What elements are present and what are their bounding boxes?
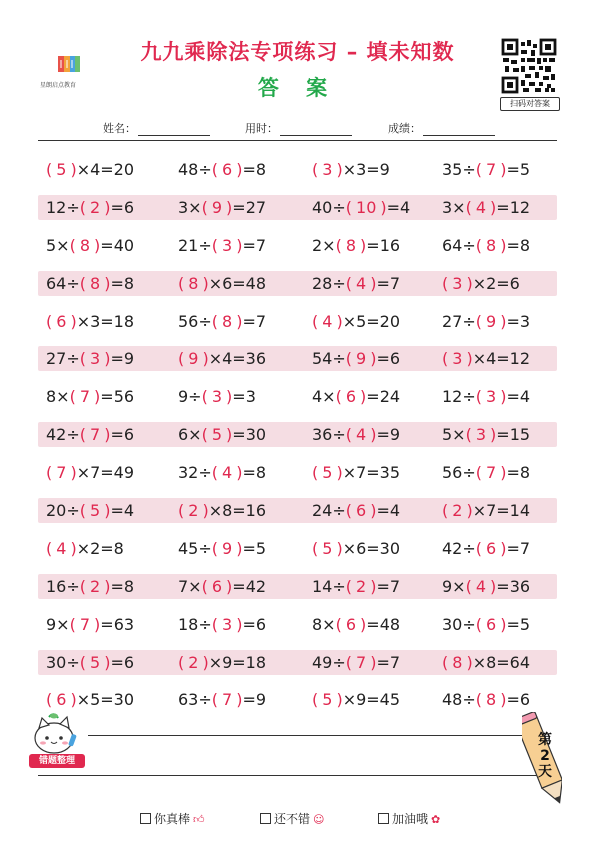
equation: [46, 195, 134, 220]
equation-prefix: 49÷: [312, 652, 346, 672]
equation-prefix: 12÷: [46, 197, 80, 217]
equation-suffix: ×4=36: [208, 349, 267, 369]
equation-suffix: =27: [232, 197, 267, 217]
equation-suffix: ×6=30: [342, 538, 401, 558]
answer-value: ( 6 ): [345, 501, 377, 521]
answer-value: ( 2 ): [79, 576, 111, 596]
answer-value: ( 6 ): [46, 690, 77, 710]
score-field[interactable]: [388, 120, 495, 136]
equation-prefix: 28÷: [312, 273, 346, 293]
equation-suffix: =8: [506, 235, 531, 255]
equation-suffix: =8: [242, 160, 267, 179]
equation: [312, 422, 400, 447]
problem-row: [38, 309, 557, 334]
equation-suffix: ×2=8: [76, 538, 124, 558]
equation: [178, 498, 266, 523]
time-field[interactable]: [245, 120, 352, 136]
equation-suffix: =16: [366, 235, 401, 255]
answer-value: ( 5 ): [46, 160, 77, 179]
equation: [442, 498, 530, 523]
equation-suffix: =12: [496, 197, 531, 217]
equation-suffix: =4: [376, 501, 401, 521]
equation: [442, 536, 530, 561]
equation: [178, 650, 266, 675]
equation-suffix: =48: [366, 614, 401, 634]
equation-prefix: 30÷: [442, 614, 476, 634]
answer-value: ( 9 ): [201, 197, 233, 217]
problem-row: [38, 271, 557, 296]
equation: [442, 650, 530, 675]
answer-value: ( 6 ): [335, 387, 367, 407]
answer-value: ( 8 ): [178, 273, 209, 293]
qr-code-icon[interactable]: [501, 38, 557, 94]
equation-prefix: 20÷: [46, 501, 80, 521]
problem-row: [38, 422, 557, 447]
answer-value: ( 3 ): [442, 349, 473, 369]
equation-prefix: 9×: [46, 614, 70, 634]
equation: [442, 309, 530, 334]
score-label: 成绩：: [388, 122, 421, 135]
checkbox[interactable]: [140, 813, 151, 824]
equation-prefix: 63÷: [178, 690, 212, 710]
answer-value: ( 5 ): [79, 652, 111, 672]
problem-row: [38, 498, 557, 523]
equation-prefix: 42÷: [442, 538, 476, 558]
equation: [442, 574, 530, 599]
equation-suffix: =63: [100, 614, 135, 634]
equation-prefix: 9×: [442, 576, 466, 596]
equation-prefix: 18÷: [178, 614, 212, 634]
equation: [46, 233, 134, 258]
equation-prefix: 45÷: [178, 538, 212, 558]
equation-suffix: =3: [506, 311, 531, 331]
equation-suffix: =36: [496, 576, 531, 596]
equation: [442, 271, 520, 296]
equation-suffix: =7: [376, 273, 401, 293]
equation: [178, 195, 266, 220]
day-label: 第2天: [538, 732, 552, 780]
answer-value: ( 3 ): [201, 387, 233, 407]
feedback-keep-going[interactable]: [378, 810, 440, 827]
student-info-row: [0, 120, 595, 136]
problem-row: [38, 384, 557, 409]
feedback-label: 还不错: [274, 812, 311, 826]
equation-suffix: =6: [110, 652, 135, 672]
equation-prefix: 27÷: [442, 311, 476, 331]
name-label: 姓名：: [103, 122, 136, 135]
problem-row: [38, 195, 557, 220]
equation: [312, 233, 400, 258]
equation-suffix: ×5=20: [342, 311, 401, 331]
equation-prefix: 16÷: [46, 576, 80, 596]
equation: [312, 612, 400, 637]
answer-value: ( 7 ): [79, 425, 111, 445]
answer-value: ( 6 ): [475, 538, 507, 558]
equation-suffix: =4: [386, 197, 411, 217]
answer-value: ( 10 ): [345, 197, 387, 217]
answer-value: ( 8 ): [475, 235, 507, 255]
answer-value: ( 4 ): [211, 463, 243, 483]
equation-prefix: 48÷: [442, 690, 476, 710]
equation-suffix: =9: [242, 690, 267, 710]
feedback-label: 你真棒: [154, 812, 191, 826]
answer-value: ( 4 ): [345, 273, 377, 293]
answer-value: ( 6 ): [46, 311, 77, 331]
equation: [442, 233, 530, 258]
equation: [46, 346, 134, 371]
equation-prefix: 21÷: [178, 235, 212, 255]
equation-prefix: 30÷: [46, 652, 80, 672]
equation-suffix: =6: [242, 614, 267, 634]
equation: [46, 384, 134, 409]
answer-value: ( 3 ): [465, 425, 497, 445]
answer-value: ( 6 ): [335, 614, 367, 634]
equation: [312, 460, 400, 485]
answer-value: ( 3 ): [475, 387, 507, 407]
equation: [442, 195, 530, 220]
equation: [46, 498, 134, 523]
header-divider: [38, 140, 557, 141]
notes-line-top: [88, 735, 536, 736]
equation: [46, 271, 134, 296]
problem-row: [38, 650, 557, 675]
equation: [312, 498, 400, 523]
equation-prefix: 40÷: [312, 197, 346, 217]
page-title: 九九乘除法专项练习 – 填未知数: [140, 40, 455, 64]
equation: [46, 460, 134, 485]
answer-value: ( 3 ): [442, 273, 473, 293]
answer-value: ( 5 ): [312, 538, 343, 558]
answer-value: ( 8 ): [69, 235, 101, 255]
equation-suffix: =8: [242, 463, 267, 483]
equation-prefix: 56÷: [442, 463, 476, 483]
equation: [178, 346, 266, 371]
equation-suffix: ×3=9: [342, 160, 390, 179]
equation: [312, 157, 390, 182]
answer-value: ( 5 ): [312, 690, 343, 710]
equation: [46, 157, 134, 182]
equation-prefix: 7×: [178, 576, 202, 596]
mistakes-label: 错题整理: [29, 754, 85, 768]
equation-prefix: 42÷: [46, 425, 80, 445]
bunny-icon: ☺: [313, 813, 325, 826]
answer-value: ( 4 ): [465, 576, 497, 596]
equation: [178, 384, 256, 409]
answer-value: ( 4 ): [46, 538, 77, 558]
feedback-good[interactable]: [260, 810, 324, 827]
equation-suffix: =30: [232, 425, 267, 445]
answer-value: ( 6 ): [201, 576, 233, 596]
equation-prefix: 9÷: [178, 387, 202, 407]
problem-row: [38, 574, 557, 599]
equation-prefix: 14÷: [312, 576, 346, 596]
equation-suffix: =6: [506, 690, 531, 710]
answer-value: ( 4 ): [465, 197, 497, 217]
equation: [46, 612, 134, 637]
equation-suffix: =42: [232, 576, 267, 596]
equation: [312, 346, 400, 371]
equation-suffix: ×7=35: [342, 463, 401, 483]
equation-suffix: =7: [506, 538, 531, 558]
equation: [46, 422, 134, 447]
equation: [442, 384, 530, 409]
equation: [178, 460, 266, 485]
equation-prefix: 5×: [442, 425, 466, 445]
equation-suffix: =4: [110, 501, 135, 521]
problem-row: [38, 157, 557, 182]
equation-prefix: 36÷: [312, 425, 346, 445]
equation-prefix: 6×: [178, 425, 202, 445]
equation-suffix: =6: [110, 425, 135, 445]
equation-suffix: ×8=16: [208, 501, 267, 521]
equation-prefix: 32÷: [178, 463, 212, 483]
answer-value: ( 8 ): [442, 652, 473, 672]
problem-row: [38, 233, 557, 258]
answer-value: ( 7 ): [475, 160, 507, 179]
equation-prefix: 5×: [46, 235, 70, 255]
answer-value: ( 5 ): [201, 425, 233, 445]
equation: [442, 157, 530, 182]
duck-icon: ✿: [431, 813, 441, 826]
equation-suffix: ×3=18: [76, 311, 135, 331]
equation-suffix: =7: [376, 652, 401, 672]
equation: [178, 309, 266, 334]
equation-suffix: =8: [506, 463, 531, 483]
equation-suffix: ×4=12: [472, 349, 531, 369]
problem-row: [38, 460, 557, 485]
equation-suffix: ×9=45: [342, 690, 401, 710]
equation-prefix: 12÷: [442, 387, 476, 407]
equation: [442, 422, 530, 447]
equation-suffix: ×4=20: [76, 160, 135, 179]
answer-value: ( 9 ): [345, 349, 377, 369]
equation: [178, 157, 266, 182]
equation: [178, 687, 266, 712]
answer-value: ( 3 ): [211, 235, 243, 255]
answer-value: ( 3 ): [211, 614, 243, 634]
equation-suffix: =5: [242, 538, 267, 558]
equation: [442, 687, 530, 712]
answer-value: ( 2 ): [442, 501, 473, 521]
answer-value: ( 6 ): [475, 614, 507, 634]
equation-suffix: =5: [506, 614, 531, 634]
equation-suffix: ×7=49: [76, 463, 135, 483]
answer-value: ( 7 ): [46, 463, 77, 483]
feedback-label: 加油哦: [392, 812, 429, 826]
equation: [178, 612, 266, 637]
answer-value: ( 5 ): [79, 501, 111, 521]
equation-prefix: 64÷: [442, 235, 476, 255]
equation: [178, 422, 266, 447]
equation-prefix: 8×: [46, 387, 70, 407]
answer-value: ( 7 ): [475, 463, 507, 483]
equation-suffix: =9: [376, 425, 401, 445]
equation-prefix: 54÷: [312, 349, 346, 369]
equation-prefix: 3×: [178, 197, 202, 217]
problem-row: [38, 612, 557, 637]
equation: [312, 574, 400, 599]
equation: [312, 650, 400, 675]
answer-value: ( 8 ): [211, 311, 243, 331]
thumbs-up-icon: 👍︎: [193, 813, 205, 826]
equation-suffix: ×8=64: [472, 652, 531, 672]
answer-value: ( 2 ): [345, 576, 377, 596]
answer-value: ( 7 ): [69, 387, 101, 407]
equation: [442, 460, 530, 485]
equation-suffix: =7: [242, 235, 267, 255]
equation-suffix: =8: [110, 576, 135, 596]
equation-prefix: 64÷: [46, 273, 80, 293]
equation-prefix: 35÷: [442, 160, 476, 179]
equation: [46, 536, 124, 561]
problem-row: [38, 536, 557, 561]
equation-prefix: 4×: [312, 387, 336, 407]
name-field[interactable]: [103, 120, 210, 136]
problem-row: [38, 687, 557, 712]
name-blank[interactable]: [138, 123, 210, 136]
equation: [178, 271, 266, 296]
answer-value: ( 9 ): [178, 349, 209, 369]
equation: [46, 309, 134, 334]
answer-value: ( 2 ): [178, 652, 209, 672]
equation: [46, 650, 134, 675]
equation-suffix: =40: [100, 235, 135, 255]
logo-text: 星朗启点教育: [40, 82, 77, 89]
checkbox[interactable]: [260, 813, 271, 824]
equation: [312, 309, 400, 334]
equation: [178, 574, 266, 599]
problem-grid: [38, 157, 557, 725]
equation-prefix: 2×: [312, 235, 336, 255]
equation: [312, 687, 400, 712]
equation-suffix: ×9=18: [208, 652, 267, 672]
score-blank[interactable]: [423, 123, 495, 136]
notes-line-bottom: [38, 775, 543, 776]
equation-suffix: ×2=6: [472, 273, 520, 293]
equation: [178, 233, 266, 258]
equation: [46, 574, 134, 599]
equation-suffix: =7: [376, 576, 401, 596]
checkbox[interactable]: [378, 813, 389, 824]
equation: [312, 536, 400, 561]
equation: [312, 195, 410, 220]
answer-value: ( 7 ): [345, 652, 377, 672]
qr-label: 扫码对答案: [500, 97, 560, 111]
equation: [312, 384, 400, 409]
equation-prefix: 27÷: [46, 349, 80, 369]
equation-suffix: =9: [110, 349, 135, 369]
equation-suffix: =7: [242, 311, 267, 331]
equation-suffix: =5: [506, 160, 531, 179]
answer-value: ( 8 ): [335, 235, 367, 255]
equation-prefix: 8×: [312, 614, 336, 634]
answer-value: ( 8 ): [475, 690, 507, 710]
equation: [442, 346, 530, 371]
answer-value: ( 3 ): [79, 349, 111, 369]
equation: [312, 271, 400, 296]
feedback-great[interactable]: [140, 810, 205, 827]
equation: [178, 536, 266, 561]
answer-value: ( 7 ): [211, 690, 243, 710]
equation-suffix: =6: [110, 197, 135, 217]
answer-value: ( 8 ): [79, 273, 111, 293]
answer-value: ( 2 ): [178, 501, 209, 521]
answer-value: ( 3 ): [312, 160, 343, 179]
equation-suffix: =4: [506, 387, 531, 407]
equation-suffix: =24: [366, 387, 401, 407]
time-label: 用时：: [245, 122, 278, 135]
equation-prefix: 24÷: [312, 501, 346, 521]
answer-value: ( 7 ): [69, 614, 101, 634]
answer-value: ( 4 ): [312, 311, 343, 331]
problem-row: [38, 346, 557, 371]
time-blank[interactable]: [280, 123, 352, 136]
answer-value: ( 2 ): [79, 197, 111, 217]
equation-suffix: ×6=48: [208, 273, 267, 293]
answer-value: ( 4 ): [345, 425, 377, 445]
answer-value: ( 9 ): [475, 311, 507, 331]
equation-prefix: 56÷: [178, 311, 212, 331]
equation-suffix: =8: [110, 273, 135, 293]
equation-suffix: ×5=30: [76, 690, 135, 710]
equation-suffix: ×7=14: [472, 501, 531, 521]
answer-value: ( 6 ): [211, 160, 243, 179]
equation-suffix: =6: [376, 349, 401, 369]
equation: [46, 687, 134, 712]
equation: [442, 612, 530, 637]
equation-prefix: 3×: [442, 197, 466, 217]
answer-value: ( 9 ): [211, 538, 243, 558]
equation-prefix: 48÷: [178, 160, 212, 179]
answer-value: ( 5 ): [312, 463, 343, 483]
equation-suffix: =15: [496, 425, 531, 445]
equation-suffix: =3: [232, 387, 256, 407]
answer-heading: 答 案: [257, 76, 338, 100]
equation-suffix: =56: [100, 387, 135, 407]
